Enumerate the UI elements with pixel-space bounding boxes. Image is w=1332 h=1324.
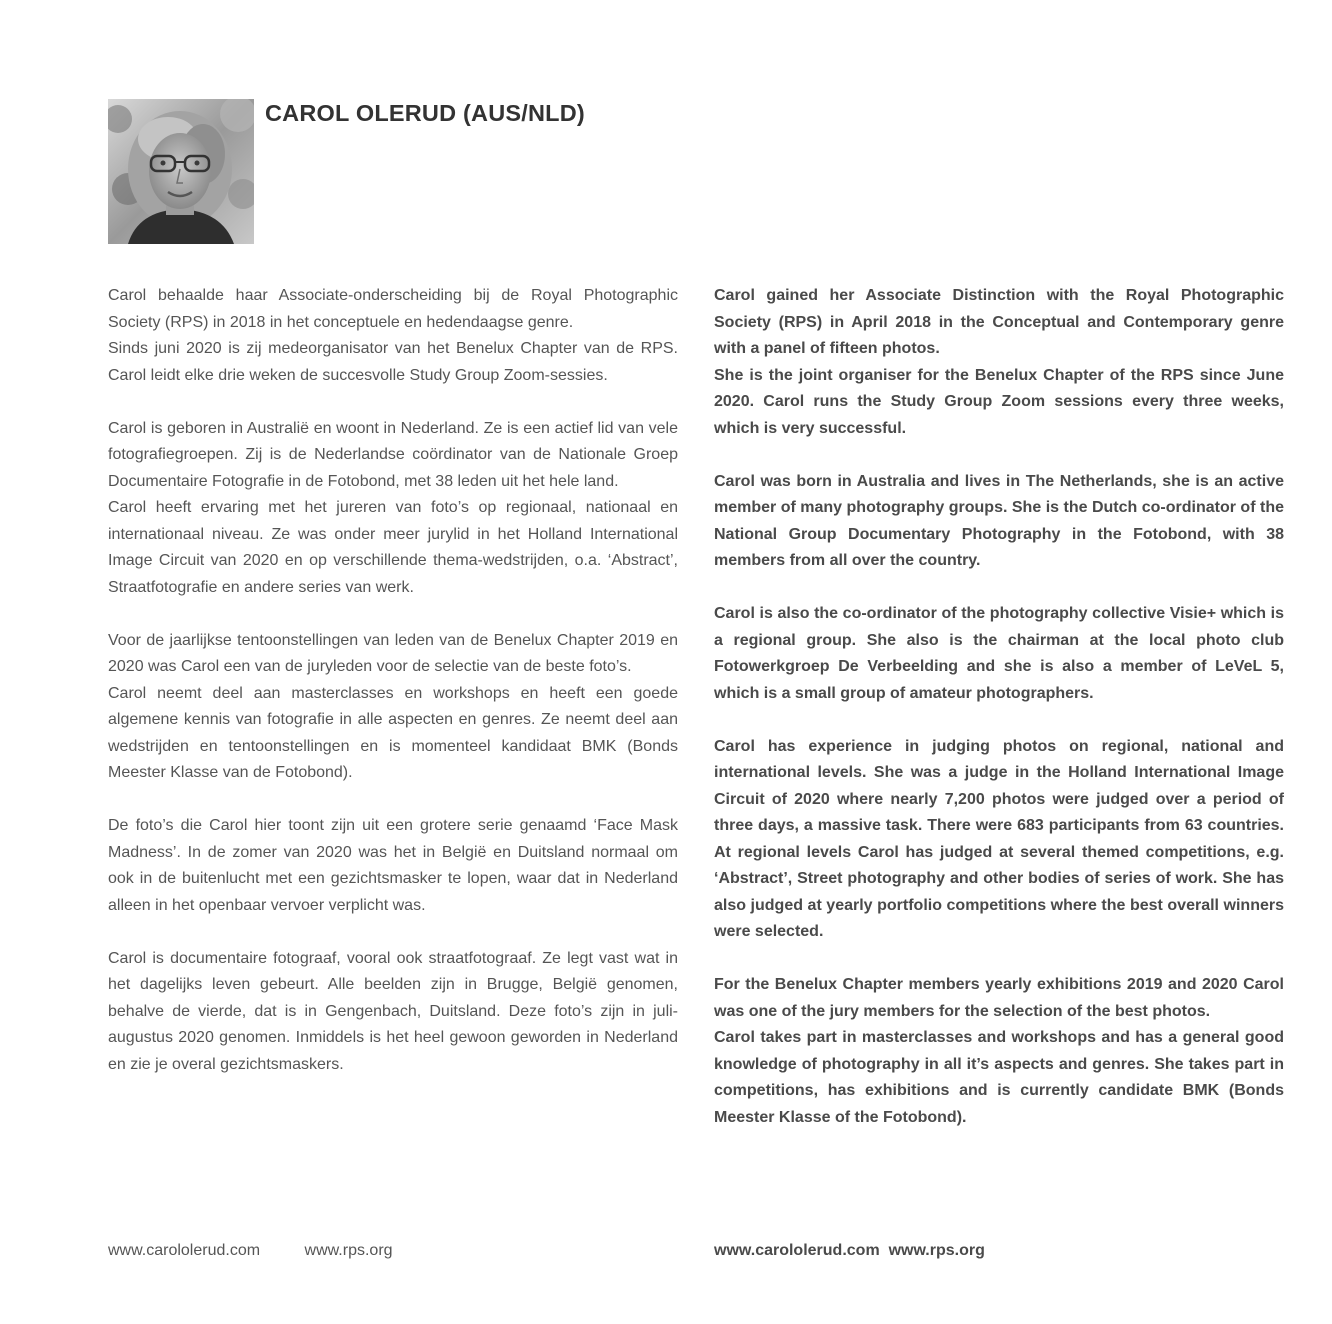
dutch-biography-column xyxy=(108,283,678,1078)
english-paragraph: For the Benelux Chapter members yearly exhibitions 2019 and 2020 Carol was one of the jury members for the selection of the best photos. xyxy=(714,976,1284,1020)
portrait-photo-icon xyxy=(108,99,254,244)
rps-link[interactable]: www.rps.org xyxy=(304,1242,393,1259)
english-footer-links xyxy=(714,1238,985,1264)
english-paragraph: Carol is also the co-ordinator of the photography collective Visie+ which is a regional group. She also is the chairman at the local photo club Fotowerkgroep De Verbeelding and she is also a member of LeVeL 5, which is a small group of amateur photographers. xyxy=(714,605,1284,702)
english-paragraph: Carol was born in Australia and lives in The Netherlands, she is an active member of many photography groups. She is the Dutch co-ordinator of the National Group Documentary Photography in the Fotobond, with 38 members from all over the country. xyxy=(714,472,1284,569)
portrait-photo xyxy=(108,99,254,244)
dutch-paragraph: Carol heeft ervaring met het jureren van foto’s op regionaal, nationaal en internationaal niveau. Ze was onder meer jurylid in het Holland International Image Circuit van 2020 en op verschillende thema-wedstrijden, o.a. ‘Abstract’, Straatfotografie en andere series van werk. xyxy=(108,499,678,596)
paragraph-spacer xyxy=(108,787,678,814)
paragraph-spacer xyxy=(108,601,678,628)
dutch-paragraph: De foto’s die Carol hier toont zijn uit een grotere serie genaamd ‘Face Mask Madness’. In de zomer van 2020 was het in België en Duitsland normaal om ook in de buitenlucht met een gezichtsmasker te lopen, waar dat in Nederland alleen in het openbaar vervoer verplicht was. xyxy=(108,817,678,914)
paragraph-spacer xyxy=(108,919,678,946)
website-link[interactable]: www.carololerud.com xyxy=(108,1242,261,1259)
english-paragraph: Carol has experience in judging photos on regional, national and international levels. She was a judge in the Holland International Image Circuit of 2020 where nearly 7,200 photos were judged over a period of three days, a massive task. There were 683 participants from 63 countries. At regional levels Carol has judged at several themed competitions, e.g. ‘Abstract’, Street photography and other bodies of series of work. She has also judged at yearly portfolio competitions where the best overall winners were selected. xyxy=(714,737,1284,940)
english-biography-column xyxy=(714,283,1284,1131)
rps-link[interactable]: www.rps.org xyxy=(888,1242,985,1259)
english-paragraph: Carol takes part in masterclasses and workshops and has a general good knowledge of photography in all it’s aspects and genres. She takes part in competitions, has exhibitions and is currently candidate BMK (Bonds Meester Klasse of the Fotobond). xyxy=(714,1029,1284,1126)
paragraph-spacer xyxy=(108,389,678,416)
paragraph-spacer xyxy=(714,442,1284,469)
paragraph-spacer xyxy=(714,946,1284,973)
dutch-paragraph: Carol behaalde haar Associate-onderscheiding bij de Royal Photographic Society (RPS) in 2018 in het conceptuele en hedendaagse genre. xyxy=(108,287,678,331)
dutch-footer-links xyxy=(108,1238,393,1264)
dutch-paragraph: Carol is documentaire fotograaf, vooral ook straatfotograaf. Ze legt vast wat in het dagelijks leven gebeurt. Alle beelden zijn in Brugge, België genomen, behalve de vierde, dat is in Gengenbach, Duitsland. Deze foto’s zijn in juli-augustus 2020 genomen. Inmiddels is het heel gewoon geworden in Nederland en zie je overal gezichtsmaskers. xyxy=(108,949,678,1073)
page-title: CAROL OLERUD (AUS/NLD) xyxy=(265,100,585,126)
dutch-paragraph: Carol neemt deel aan masterclasses en workshops en heeft een goede algemene kennis van fotografie in alle aspecten en genres. Ze neemt deel aan wedstrijden en tentoonstellingen en is momenteel kandidaat BMK (Bonds Meester Klasse van de Fotobond). xyxy=(108,684,678,781)
english-paragraph: Carol gained her Associate Distinction with the Royal Photographic Society (RPS) in April 2018 in the Conceptual and Contemporary genre with a panel of fifteen photos. xyxy=(714,287,1284,357)
dutch-paragraph: Voor de jaarlijkse tentoonstellingen van leden van de Benelux Chapter 2019 en 2020 was Carol een van de juryleden voor de selectie van de beste foto’s. xyxy=(108,631,678,675)
dutch-paragraph: Sinds juni 2020 is zij medeorganisator van het Benelux Chapter van de RPS. Carol leidt elke drie weken de succesvolle Study Group Zoom-sessies. xyxy=(108,340,678,384)
dutch-paragraph: Carol is geboren in Australië en woont in Nederland. Ze is een actief lid van vele fotografiegroepen. Zij is de Nederlandse coördinator van de Nationale Groep Documentaire Fotografie in de Fotobond, met 38 leden uit het hele land. xyxy=(108,419,678,490)
paragraph-spacer xyxy=(714,575,1284,602)
english-paragraph: She is the joint organiser for the Benelux Chapter of the RPS since June 2020. Carol runs the Study Group Zoom sessions every three weeks, which is very successful. xyxy=(714,366,1284,437)
paragraph-spacer xyxy=(714,707,1284,734)
website-link[interactable]: www.carololerud.com xyxy=(714,1242,880,1259)
